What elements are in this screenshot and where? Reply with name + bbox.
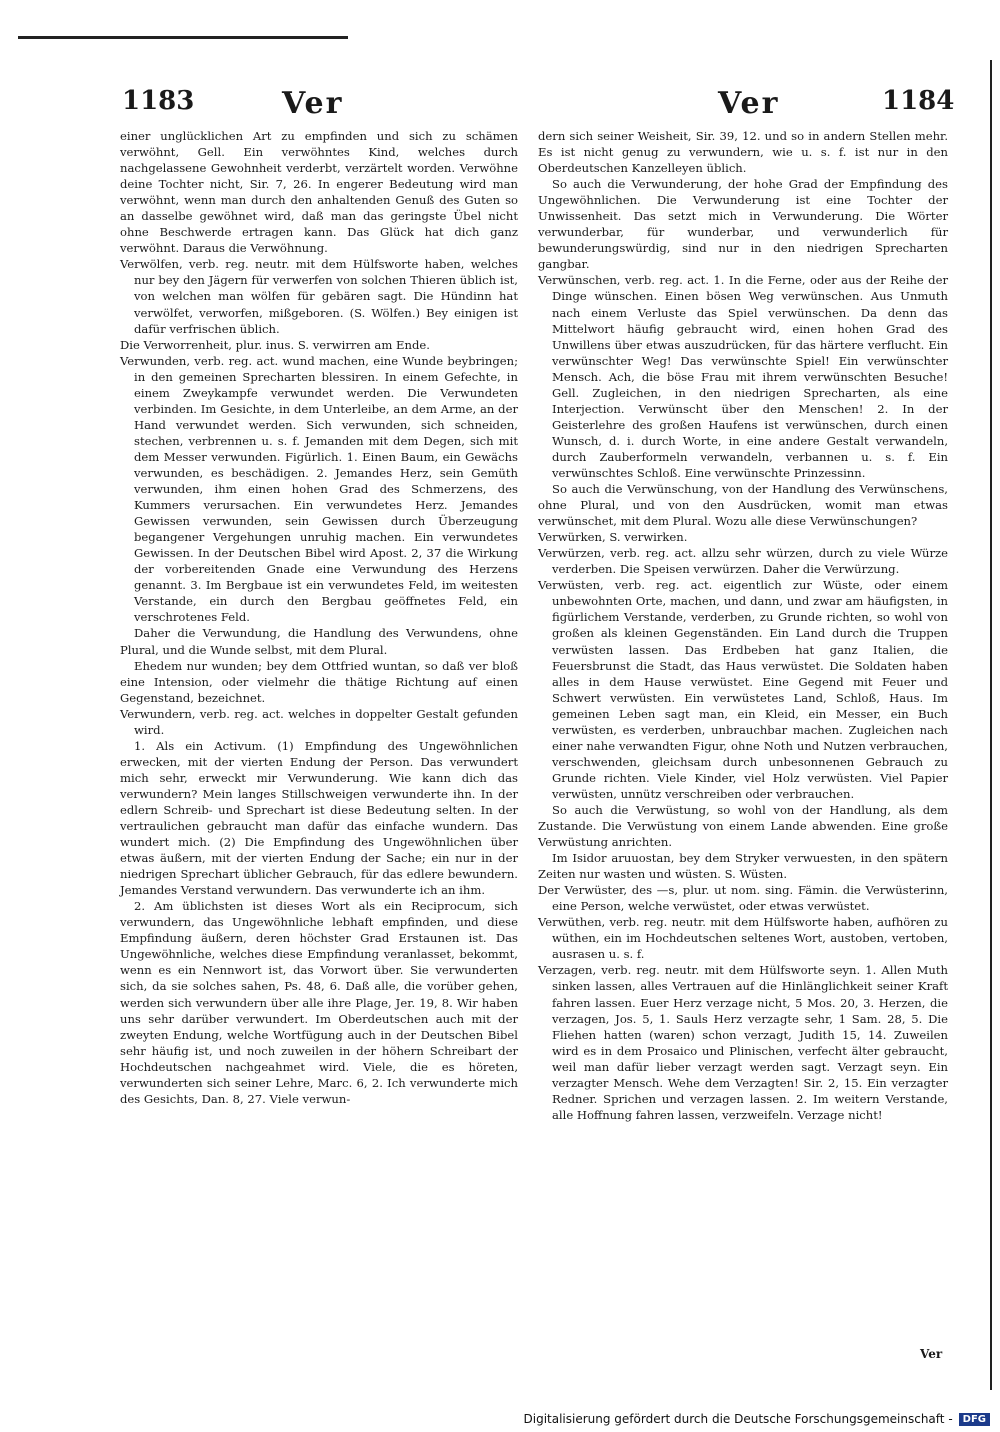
left-column-paragraph: 1. Als ein Activum. (1) Empfindung des Ungewöhnlichen erwecken, mit der vierten Endung der Person. Das verwundert mich sehr, erweckt mir Verwunderung. Wie kann dich das verwundern? Mein langes Stillschweigen verwunderte ihn. In der edlern Schreib- und Sprechart ist diese Bedeutung selten. In der vertraulichen gebraucht man dafür das einfache wundern. Das wundert mich. (2) Die Empfindung des Ungewöhnlichen über etwas äußern, mit der vierten Endung der Sache; ein nur in der niedrigen Sprechart üblicher Gebrauch, für das edlere bewundern. Jemandes Verstand verwundern. Das verwunderte ich an ihm. [120,738,518,898]
left-headword: Ver [282,86,344,121]
right-column-paragraph: Der Verwüster, des —s, plur. ut nom. sing. Fämin. die Verwüsterinn, eine Person, welche verwüstet, oder etwas verwüstet. [538,883,948,914]
top-rule [18,36,348,39]
right-column-paragraph: So auch die Verwüstung, so wohl von der Handlung, als dem Zustande. Die Verwüstung von einem Lande abwenden. Eine große Verwüstung anrichten. [538,802,948,850]
dfg-logo: DFG [959,1413,990,1426]
left-column-paragraph: einer unglücklichen Art zu empfinden und sich zu schämen verwöhnt, Gell. Ein verwöhntes Kind, welches durch nachgelassene Gewohnheit verderbt, verzärtelt worden. Verwöhne deine Tochter nicht, Sir. 7, 26. In engerer Bedeutung wird man verwöhnt, wenn man durch den anhaltenden Genuß des Guten so an dasselbe gewöhnet wird, daß man das geringste Übel nicht ohne Beschwerde ertragen kann. Das Glück hat dich ganz verwöhnt. Daraus die Verwöhnung. [120,129,518,256]
left-column-paragraph: Ehedem nur wunden; bey dem Ottfried wuntan, so daß ver bloß eine Intension, oder vielmehr die thätige Richtung auf einen Gegenstand, bezeichnet. [120,658,518,705]
right-column-paragraph: Verwüthen, verb. reg. neutr. mit dem Hülfsworte haben, aufhören zu wüthen, ein im Hochdeutschen seltenes Wort, austoben, vertoben, ausrasen u. s. f. [538,915,948,962]
right-column-paragraph: Verwürken, S. verwirken. [538,530,688,545]
left-column-paragraph: Verwunden, verb. reg. act. wund machen, eine Wunde beybringen; in den gemeinen Sprecharten blessiren. In einem Gefechte, in einem Zweykampfe verwundet werden. Die Verwundeten verbinden. Im Gesichte, in dem Unterleibe, an dem Arme, an der Hand verwundet werden. Sich verwunden, sich schneiden, stechen, verbrennen u. s. f. Jemanden mit dem Degen, sich mit dem Messer verwunden. Figürlich. 1. Einen Baum, ein Gewächs verwunden, es beschädigen. 2. Jemandes Herz, sein Gemüth verwunden, ihm einen hohen Grad des Schmerzens, des Kummers verursachen. Ein verwundetes Herz. Jemandes Gewissen verwunden, sein Gewissen durch Überzeugung begangener Vergehungen unruhig machen. Ein verwundetes Gewissen. In der Deutschen Bibel wird Apost. 2, 37 die Wirkung der vorbereitenden Gnade eine Verwundung des Herzens genannt. 3. Im Bergbaue ist ein verwundetes Feld, im weitesten Verstande, ein durch den Bergbau geöffnetes Feld, ein verschrotenes Feld. [120,353,518,625]
left-column-paragraph: 2. Am üblichsten ist dieses Wort als ein Reciprocum, sich verwundern, das Ungewöhnliche lebhaft empfinden, und diese Empfindung äußern, deren höchster Grad Erstaunen ist. Das Ungewöhnliche, welches diese Empfindung veranlasset, bekommt, wenn es ein Nennwort ist, das Vorwort über. Sie verwunderten sich, da sie solches sahen, Ps. 48, 6. Daß alle, die vorüber gehen, werden sich verwundern über alle ihre Plage, Jer. 19, 8. Wir haben uns sehr darüber verwundert. Im Oberdeutschen auch mit der zweyten Endung, welche Wortfügung auch in der Deutschen Bibel sehr häufig ist, und noch zuweilen in der höhern Schreibart der Hochdeutschen nachgeahmet wird. Viele, die es höreten, verwunderten sich seiner Lehre, Marc. 6, 2. Ich verwunderte mich des Gesichts, Dan. 8, 27. Viele verwun- [120,899,518,1106]
right-column-paragraph: Verwünschen, verb. reg. act. 1. In die Ferne, oder aus der Reihe der Dinge wünschen. Einen bösen Weg verwünschen. Aus Unmuth nach einem Verluste das Spiel verwünschen. Da denn das Mittelwort häufig gebraucht wird, einen hohen Grad des Unwillens über etwas auszudrücken, für das härtere verflucht. Ein verwünschter Weg! Das verwünschte Spiel! Ein verwünschter Mensch. Ach, die böse Frau mit ihrem verwünschten Besuche! Gell. Zugleichen, in den niedrigen Sprecharten, als eine Interjection. Verwünscht über den Menschen! 2. In der Geisterlehre des großen Haufens ist verwünschen, durch einen Wunsch, d. i. durch Worte, in eine andere Gestalt verwandeln, durch Zauberformeln verwandeln, verbannen u. s. f. Ein verwünschtes Schloß. Eine verwünschte Prinzessinn. [538,273,948,480]
right-column [538,128,948,1123]
catchword: Ver [920,1347,943,1361]
right-column-paragraph: Verwüsten, verb. reg. act. eigentlich zur Wüste, oder einem unbewohnten Orte, machen, und dann, und zwar am häufigsten, in figürlichem Verstande, verderben, zu Grunde richten, so wohl von großen als kleinen Gegenständen. Ein Land durch die Truppen verwüsten lassen. Das Erdbeben hat ganz Italien, die Feuersbrunst die Stadt, das Haus verwüstet. Die Soldaten haben alles in dem Hause verwüstet. Eine Gegend mit Feuer und Schwert verwüsten. Ein verwüstetes Land, Schloß, Haus. Im gemeinen Leben sagt man, ein Kleid, ein Messer, ein Buch verwüsten, es verderben, unbrauchbar machen. Zugleichen nach einer nahe verwandten Figur, ohne Noth und Nutzen verbrauchen, verschwenden, gleichsam durch unbesonnenen Gebrauch zu Grunde richten. Viele Kinder, viel Holz verwüsten. Viel Papier verwüsten, unnütz verschreiben oder verbrauchen. [538,578,948,801]
right-page-number: 1184 [882,86,955,116]
left-page-number: 1183 [122,86,195,116]
right-column-paragraph: So auch die Verwunderung, der hohe Grad der Empfindung des Ungewöhnlichen. Die Verwunderung ist eine Tochter der Unwissenheit. Das setzt mich in Verwunderung. Die Wörter verwunderbar, für wunderbar, und verwunderlich für bewunderungswürdig, sind nur in den niedrigen Sprecharten gangbar. [538,177,948,272]
footer [524,1412,991,1426]
right-column-paragraph: dern sich seiner Weisheit, Sir. 39, 12. und so in andern Stellen mehr. Es ist nicht genug zu verwundern, wie u. s. f. ist nur in den Oberdeutschen Kanzelleyen üblich. [538,129,948,176]
left-column-paragraph: Die Verworrenheit, plur. inus. S. verwirren am Ende. [120,337,430,352]
left-column-paragraph: Verwölfen, verb. reg. neutr. mit dem Hülfsworte haben, welches nur bey den Jägern für verwerfen von solchen Thieren üblich ist, von welchen man wölfen für gebären sagt. Die Hündinn hat verwölfet, verworfen, mißgeboren. (S. Wölfen.) Bey einigen ist dafür verfrischen üblich. [120,257,518,336]
left-column-paragraph: Daher die Verwundung, die Handlung des Verwundens, ohne Plural, und die Wunde selbst, mit dem Plural. [120,626,518,657]
right-edge-rule [990,60,992,1390]
left-column [120,128,518,1107]
right-column-paragraph: So auch die Verwünschung, von der Handlung des Verwünschens, ohne Plural, und von den Ausdrücken, womit man etwas verwünschet, mit dem Plural. Wozu alle diese Verwünschungen? [538,482,948,529]
right-column-paragraph: Verwürzen, verb. reg. act. allzu sehr würzen, durch zu viele Würze verderben. Die Speisen verwürzen. Daher die Verwürzung. [538,546,948,577]
right-column-paragraph: Im Isidor aruuostan, bey dem Stryker verwuesten, in den spätern Zeiten nur wasten und wüsten. S. Wüsten. [538,851,948,882]
right-headword: Ver [718,86,780,121]
footer-text: Digitalisierung gefördert durch die Deutsche Forschungsgemeinschaft - [523,1412,953,1426]
left-column-paragraph: Verwundern, verb. reg. act. welches in doppelter Gestalt gefunden wird. [120,706,518,737]
right-column-paragraph: Verzagen, verb. reg. neutr. mit dem Hülfsworte seyn. 1. Allen Muth sinken lassen, alles Vertrauen auf die Hinlänglichkeit seiner Kraft fahren lassen. Euer Herz verzage nicht, 5 Mos. 20, 3. Herzen, die verzagen, Jos. 5, 1. Sauls Herz verzagte sehr, 1 Sam. 28, 5. Die Fliehen hatten (waren) schon verzagt, Judith 15, 14. Zuweilen wird es in dem Prosaico und Plinischen, verfecht älter gebraucht, weil man dafür lieber verzagt werden sagt. Verzagt seyn. Ein verzagter Mensch. Wehe dem Verzagten! Sir. 2, 15. Ein verzagter Redner. Sprichen und verzagen lassen. 2. Im weitern Verstande, alle Hoffnung fahren lassen, verzweifeln. Verzage nicht! [538,963,948,1122]
